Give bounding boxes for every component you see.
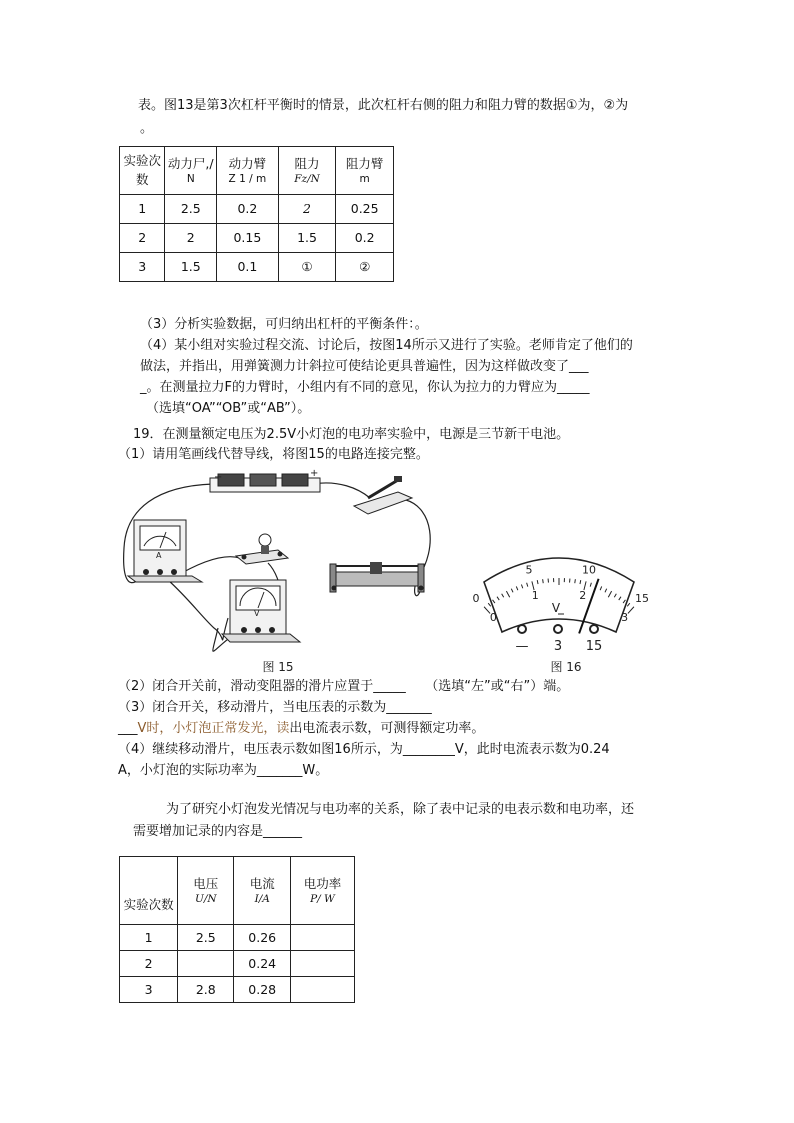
table-cell: 0.2 xyxy=(217,195,279,224)
dial-label-bottom: 3 xyxy=(621,611,629,625)
table-row xyxy=(120,253,394,282)
table-cell: 2 xyxy=(120,224,165,253)
figure-15-caption: 图 15 xyxy=(262,660,294,674)
table-row xyxy=(120,977,355,1003)
table-cell: ② xyxy=(336,253,394,282)
voltmeter xyxy=(222,580,300,642)
question-19-part-5b: 需要增加记录的内容是______ xyxy=(133,824,303,839)
question-19-part-2: （2）闭合开关前，滑动变阻器的滑片应置于_____ （选填“左”或“右”）端。 xyxy=(118,679,570,694)
table2-header-cell xyxy=(178,857,234,925)
table-cell: 1 xyxy=(120,925,178,951)
dial-tick xyxy=(628,607,634,614)
header-bottom: U/N xyxy=(195,893,217,905)
question-19-part-4b: A，小灯泡的实际功率为_______W。 xyxy=(118,763,329,778)
highlight-text: V时，小灯泡正常发光，读 xyxy=(137,721,290,736)
table-cell: 1.5 xyxy=(278,224,336,253)
question-19-intro: 19．在测量额定电压为2.5V小灯泡的电功率实验中，电源是三节新干电池。 xyxy=(133,427,570,442)
table-row xyxy=(120,951,355,977)
header-bottom: N xyxy=(186,173,195,185)
header-bottom: 数 xyxy=(135,171,149,187)
table-cell: 2 xyxy=(165,224,217,253)
table-row xyxy=(120,925,355,951)
table-cell: 2.5 xyxy=(178,925,234,951)
table1-header-cell xyxy=(217,147,279,195)
blank: ___ xyxy=(118,721,138,736)
table-row xyxy=(120,195,394,224)
table2-header-cell xyxy=(234,857,290,925)
question-19-part-1: （1）请用笔画线代替导线，将图15的电路连接完整。 xyxy=(118,447,429,462)
terminal-label: 3 xyxy=(553,639,563,654)
table-cell: 1 xyxy=(120,195,165,224)
table-cell: 0.26 xyxy=(234,925,290,951)
question-4-line-3: _。在测量拉力F的力臂时，小组内有不同的意见，你认为拉力的力臂应为_____ xyxy=(140,380,590,395)
table1-header-cell xyxy=(165,147,217,195)
table-cell: 0.15 xyxy=(217,224,279,253)
dial-tick xyxy=(575,579,576,583)
svg-text:+: + xyxy=(310,468,319,479)
header-top: 电功率 xyxy=(303,875,342,891)
wire xyxy=(168,580,228,640)
header-bottom: P/ W xyxy=(310,893,335,905)
header-top: 动力臂 xyxy=(228,155,267,171)
table-cell: 0.2 xyxy=(336,224,394,253)
table2-header-row xyxy=(120,857,355,925)
table1-header-cell xyxy=(336,147,394,195)
table-cell: 2 xyxy=(278,195,336,224)
terminal-label: — xyxy=(515,639,529,654)
terminal-negative xyxy=(518,625,526,633)
svg-text:V: V xyxy=(254,609,260,618)
voltmeter-dial-figure-16 xyxy=(472,540,649,678)
battery-pack xyxy=(210,468,320,492)
table-cell xyxy=(290,951,354,977)
header-top: 阻力 xyxy=(294,155,320,171)
question-4-line-2: 做法，并指出，用弹簧测力计斜拉可使结论更具普遍性，因为这样做改变了___ xyxy=(140,359,589,374)
question-19-part-3a: （3）闭合开关，移动滑片，当电压表的示数为_______ xyxy=(118,700,432,715)
table-cell: 0.1 xyxy=(217,253,279,282)
lever-data-table xyxy=(119,146,394,282)
question-19-part-4a: （4）继续移动滑片，电压表示数如图16所示，为________V，此时电流表示数为0.24 xyxy=(118,742,610,757)
dial-label-top: 10 xyxy=(581,563,596,577)
dial-label-bottom: 1 xyxy=(531,588,539,602)
dial-face xyxy=(484,558,634,632)
dial-tick xyxy=(488,603,491,606)
header-bottom: I/A xyxy=(254,893,270,905)
dial-label-bottom: 0 xyxy=(489,611,497,625)
table-row xyxy=(120,224,394,253)
table1-header-cell xyxy=(120,147,165,195)
knife-switch xyxy=(354,476,412,514)
intro-line-2: 。 xyxy=(140,121,154,136)
dial-label-top: 0 xyxy=(472,591,480,605)
dial-label-bottom: 2 xyxy=(579,588,587,602)
header-bottom: Fz/N xyxy=(294,173,320,185)
header-bottom: m xyxy=(359,173,370,185)
table-cell: 3 xyxy=(120,253,165,282)
question-3: （3）分析实验数据，可归纳出杠杆的平衡条件：。 xyxy=(140,317,428,332)
question-4-line-1: （4）某小组对实验过程交流、讨论后，按图14所示又进行了实验。老师肯定了他们的 xyxy=(140,338,633,353)
circuit-figure-15 xyxy=(118,468,448,678)
table-cell xyxy=(178,951,234,977)
text: 出电流表示数，可测得额定功率。 xyxy=(289,721,485,736)
dial-tick xyxy=(627,603,630,606)
rheostat xyxy=(330,562,424,592)
terminal-label: 15 xyxy=(585,639,603,654)
table2-header-cell xyxy=(290,857,354,925)
table-cell: 2 xyxy=(120,951,178,977)
table-cell xyxy=(290,925,354,951)
terminal-3 xyxy=(554,625,562,633)
table-cell: 2.8 xyxy=(178,977,234,1003)
header-top: 动力尸,/ xyxy=(167,155,214,171)
table-cell: 1.5 xyxy=(165,253,217,282)
header-bottom: Z 1 / m xyxy=(228,173,267,185)
terminal-15 xyxy=(590,625,598,633)
table1-header-cell xyxy=(278,147,336,195)
header-top: 实验次 xyxy=(123,153,161,169)
table-cell: 2.5 xyxy=(165,195,217,224)
table2-header-cell xyxy=(120,857,178,925)
question-4-line-4: （选填“OA”“OB”或“AB”）。 xyxy=(146,401,311,416)
wire xyxy=(313,483,370,498)
svg-text:A: A xyxy=(156,551,162,560)
header-bottom: 实验次数 xyxy=(123,896,174,912)
header-top: 电流 xyxy=(249,875,275,891)
header-top: 阻力臂 xyxy=(345,155,384,171)
header-top: 电压 xyxy=(193,875,219,891)
table-cell: ① xyxy=(278,253,336,282)
dial-label-top: 5 xyxy=(525,563,533,577)
dial-label-top: 15 xyxy=(634,591,649,605)
figure-16-caption: 图 16 xyxy=(550,660,582,674)
question-19-part-5a: 为了研究小灯泡发光情况与电功率的关系，除了表中记录的电表示数和电功率，还 xyxy=(166,802,635,817)
dial-unit-label: V xyxy=(551,601,561,615)
question-19-part-3b xyxy=(118,721,484,737)
power-data-table xyxy=(119,856,355,1003)
table-cell: 0.25 xyxy=(336,195,394,224)
ammeter xyxy=(128,520,202,582)
table-cell: 3 xyxy=(120,977,178,1003)
svg-text:−: − xyxy=(214,472,223,483)
table-cell: 0.24 xyxy=(234,951,290,977)
lamp xyxy=(236,534,288,564)
dial-tick xyxy=(543,579,544,583)
intro-line-1: 表。图13是第3次杠杆平衡时的情景，此次杠杆右侧的阻力和阻力臂的数据①为，②为 xyxy=(138,98,629,113)
table-cell: 0.28 xyxy=(234,977,290,1003)
table1-header-row xyxy=(120,147,394,195)
table-cell xyxy=(290,977,354,1003)
